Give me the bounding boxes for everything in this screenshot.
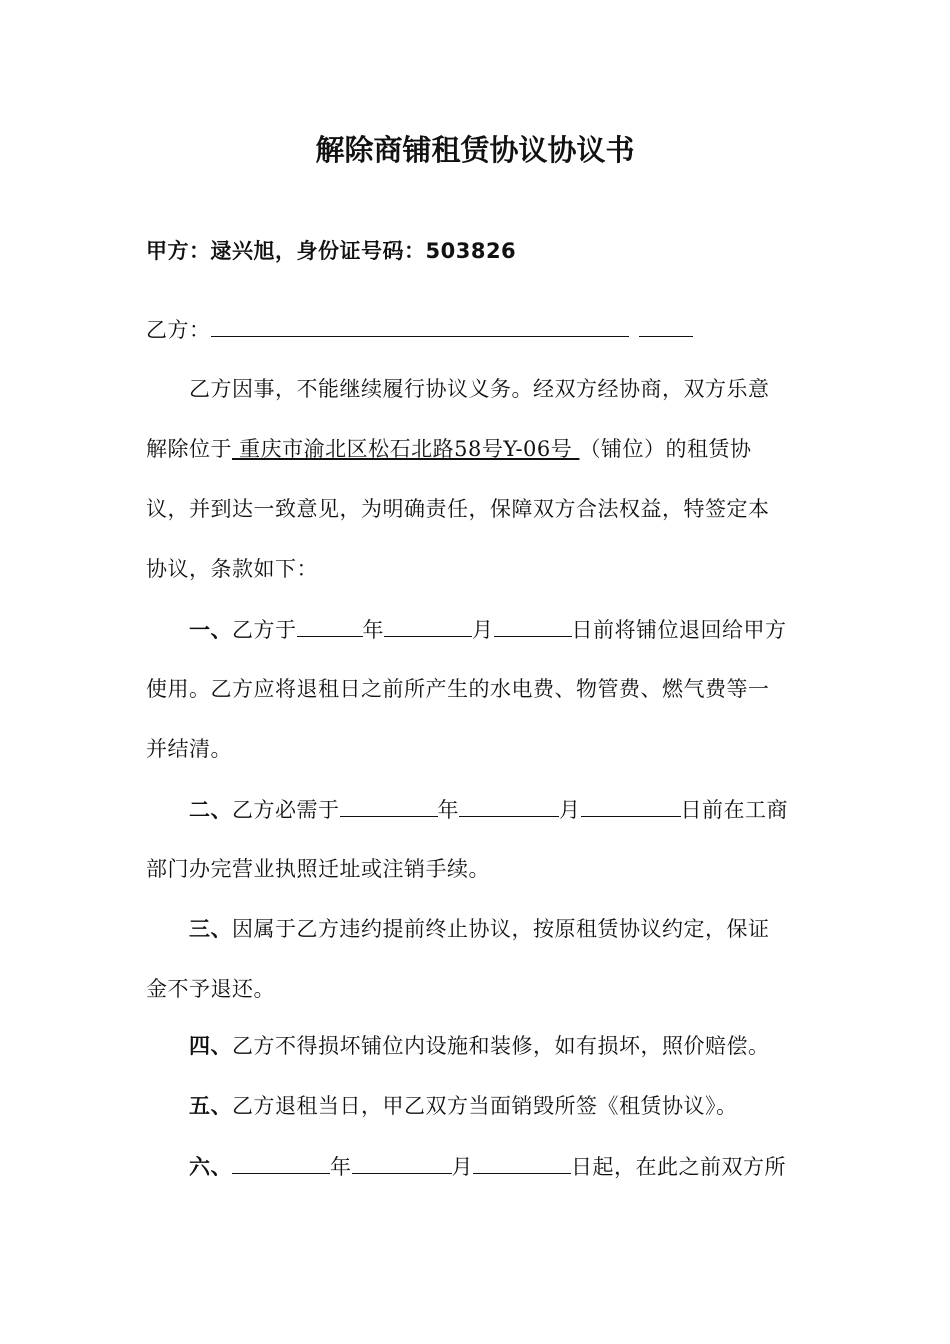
clause-3-text: 因属于乙方违约提前终止协议，按原租赁协议约定，保证 — [232, 917, 770, 941]
clause-6-month-label: 月 — [451, 1155, 473, 1179]
clause-1-text-end: 日前将铺位退回给甲方 — [571, 618, 787, 642]
clause-1-year-blank — [297, 614, 363, 637]
clause-1-line-1 — [189, 614, 787, 645]
clause-2-year-blank — [340, 794, 438, 817]
clause-2-line-1 — [189, 794, 788, 825]
clause-2-line-2: 部门办完营业执照迁址或注销手续。 — [146, 857, 490, 881]
party-b-name-blank — [211, 314, 629, 337]
clause-6-day-blank — [473, 1151, 571, 1174]
clause-2-number: 二、 — [189, 798, 232, 822]
clause-2-year-label: 年 — [437, 798, 459, 822]
clause-6-text-end: 日起，在此之前双方所 — [571, 1155, 786, 1179]
clause-6-year-blank — [232, 1151, 330, 1174]
clause-1-line-3: 并结清。 — [146, 737, 232, 761]
shop-address: 重庆市渝北区松石北路58号Y-06号 — [232, 437, 580, 461]
party-a-line: 甲方：逯兴旭，身份证号码：503826 — [146, 239, 517, 263]
document-title: 解除商铺租赁协议协议书 — [315, 133, 635, 167]
clause-1-line-2: 使用。乙方应将退租日之前所产生的水电费、物管费、燃气费等一 — [146, 677, 770, 701]
clause-3-line-1 — [189, 914, 770, 944]
clause-2-month-label: 月 — [559, 798, 581, 822]
clause-2-month-blank — [459, 794, 559, 817]
clause-3-line-2: 金不予退还。 — [146, 977, 275, 1001]
clause-3-number: 三、 — [189, 917, 232, 941]
clause-1-year-label: 年 — [362, 618, 384, 642]
clause-4-text: 乙方不得损坏铺位内设施和装修，如有损坏，照价赔偿。 — [232, 1034, 770, 1058]
clause-1-text: 乙方于 — [232, 618, 297, 642]
party-b-label: 乙方： — [146, 318, 211, 342]
clause-2-day-blank — [581, 794, 681, 817]
clause-5-line-1 — [189, 1091, 738, 1121]
intro-line-1: 乙方因事，不能继续履行协议义务。经双方经协商，双方乐意 — [189, 377, 770, 401]
clause-5-number: 五、 — [189, 1094, 232, 1118]
party-b-extra-blank — [639, 314, 693, 337]
clause-6-line-1 — [189, 1151, 786, 1182]
clause-2-text: 乙方必需于 — [232, 798, 340, 822]
intro-line-4: 协议，条款如下： — [146, 557, 318, 581]
clause-4-number: 四、 — [189, 1034, 232, 1058]
clause-1-number: 一、 — [189, 618, 232, 642]
clause-6-month-blank — [352, 1151, 452, 1174]
clause-2-text-end: 日前在工商 — [680, 798, 788, 822]
clause-1-month-label: 月 — [472, 618, 494, 642]
clause-1-day-blank — [494, 614, 572, 637]
clause-5-text: 乙方退租当日，甲乙双方当面销毁所签《租赁协议》。 — [232, 1094, 738, 1118]
clause-4-line-1 — [189, 1031, 770, 1061]
clause-6-year-label: 年 — [330, 1155, 352, 1179]
clause-6-number: 六、 — [189, 1155, 232, 1179]
intro-suffix: （铺位）的租赁协 — [579, 437, 752, 461]
intro-line-2 — [146, 434, 751, 464]
clause-1-month-blank — [384, 614, 472, 637]
party-b-line — [146, 314, 693, 345]
intro-prefix: 解除位于 — [146, 437, 232, 461]
intro-line-3: 议，并到达一致意见，为明确责任，保障双方合法权益，特签定本 — [146, 497, 770, 521]
